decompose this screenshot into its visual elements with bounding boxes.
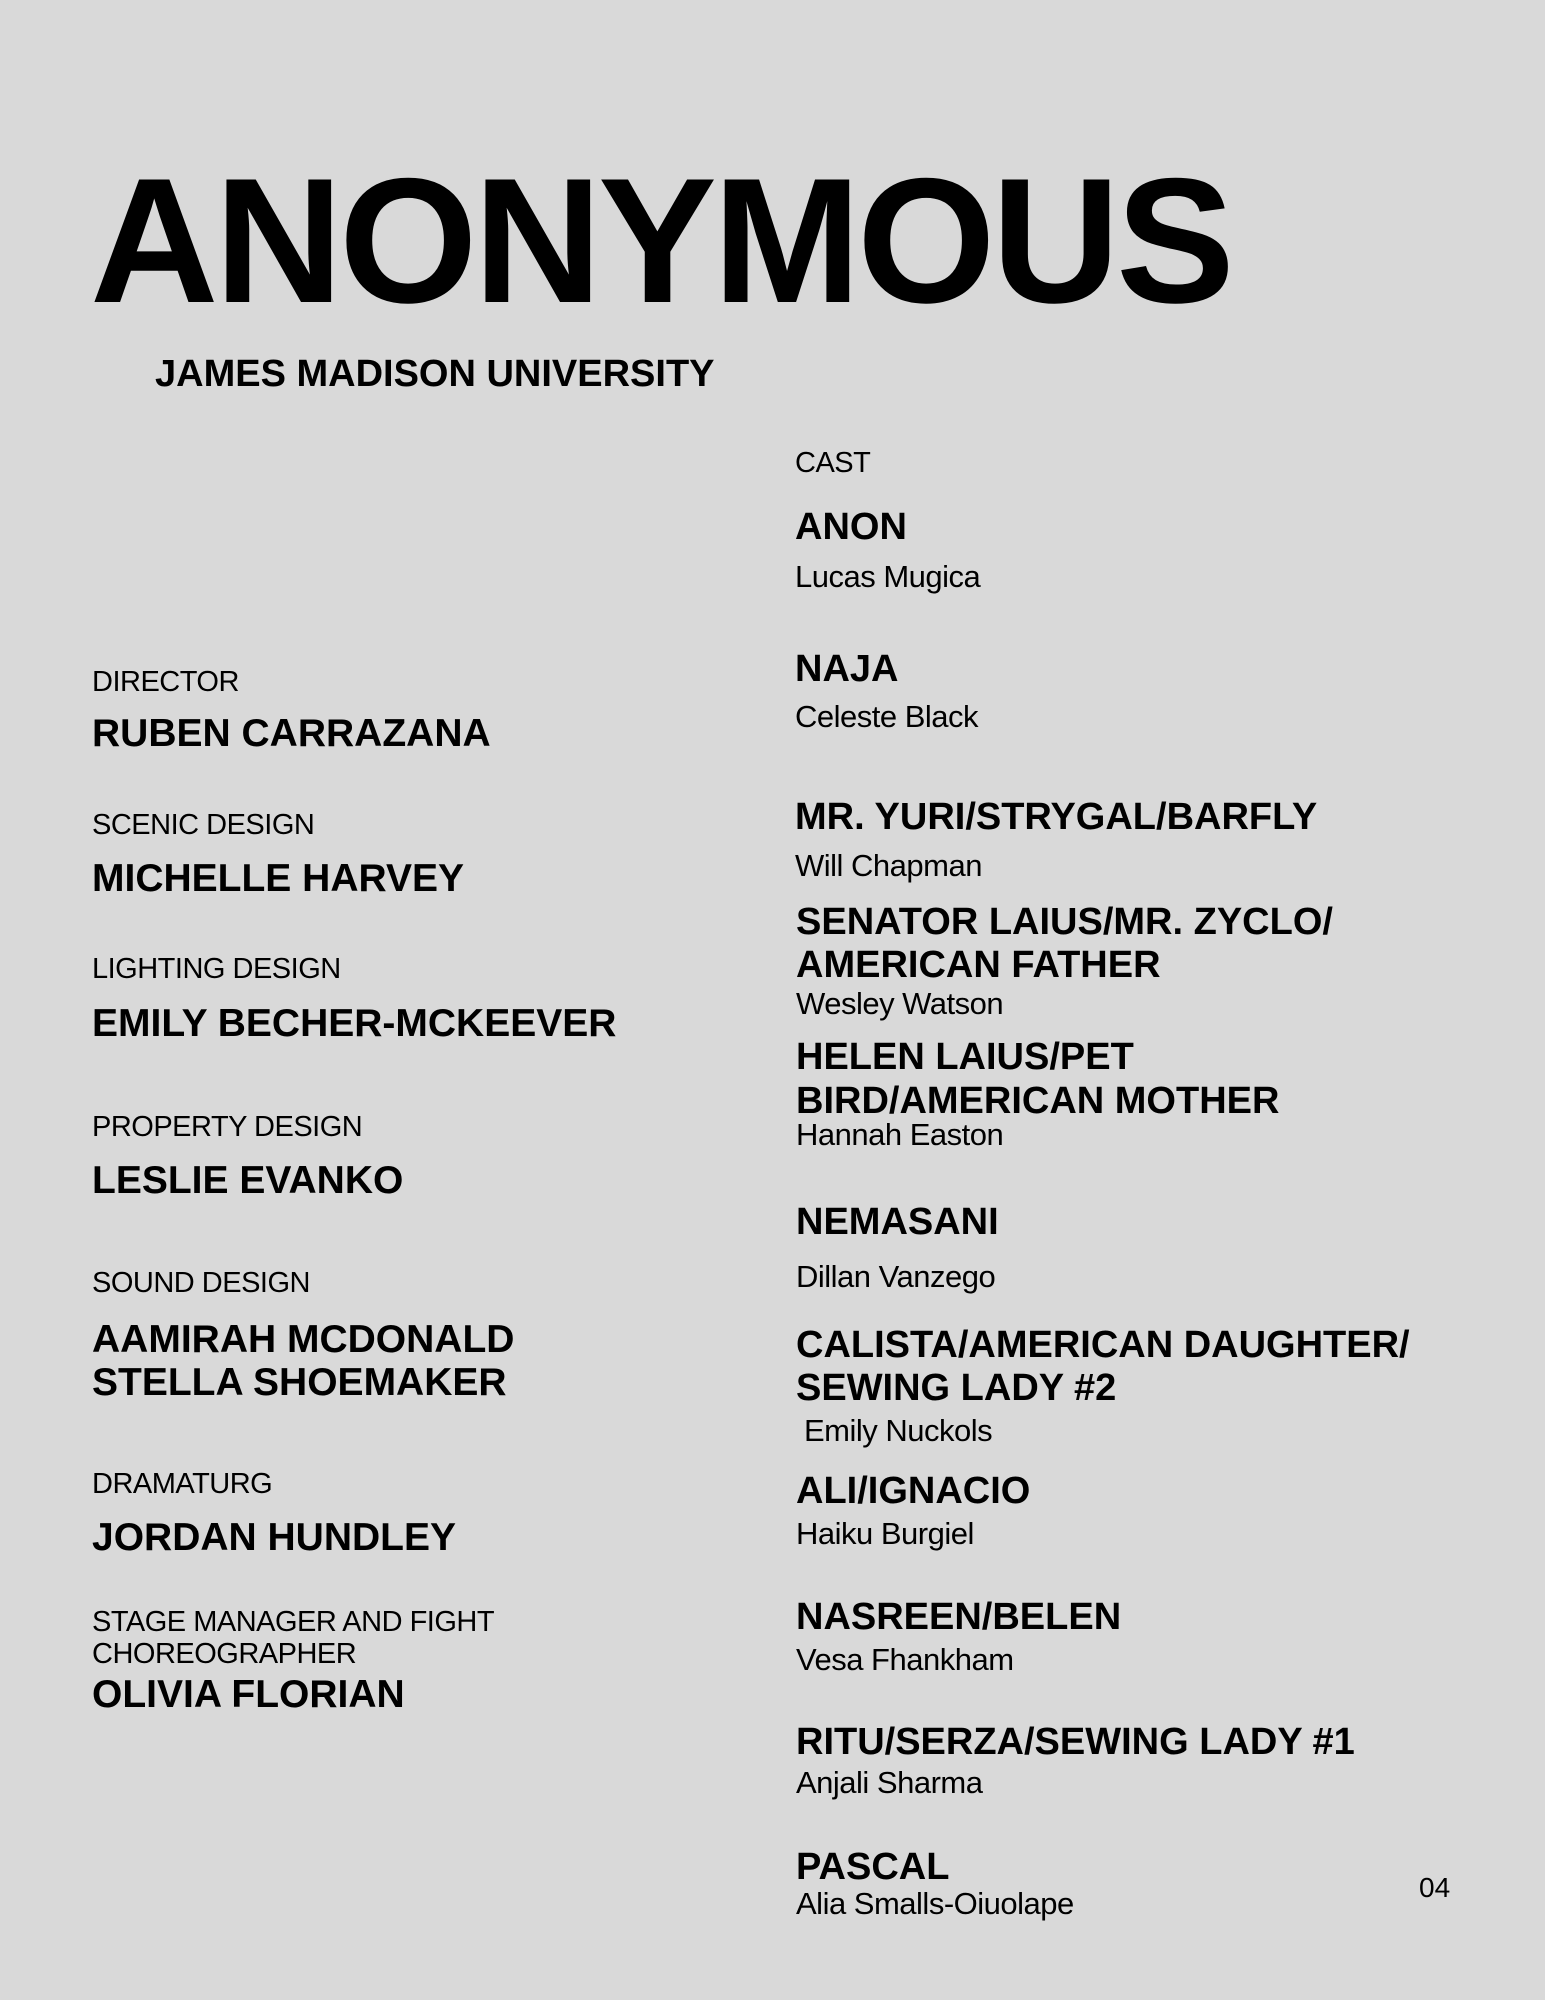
crew-name-sound-design-1: AAMIRAH MCDONALD — [92, 1318, 515, 1361]
cast-role: SENATOR LAIUS/MR. ZYCLO/ — [796, 901, 1333, 943]
crew-name-dramaturg: JORDAN HUNDLEY — [92, 1516, 457, 1559]
cast-role: ALI/IGNACIO — [796, 1470, 1031, 1512]
crew-label-lighting-design: LIGHTING DESIGN — [92, 953, 341, 985]
crew-name-sound-design-2: STELLA SHOEMAKER — [92, 1361, 507, 1404]
cast-heading: CAST — [795, 447, 871, 479]
cast-actor: Emily Nuckols — [804, 1413, 993, 1448]
cast-actor: Vesa Fhankham — [796, 1642, 1014, 1677]
cast-actor: Anjali Sharma — [796, 1765, 983, 1800]
crew-label-property-design: PROPERTY DESIGN — [92, 1111, 363, 1143]
cast-role: ANON — [795, 506, 907, 548]
cast-role: NAJA — [795, 648, 899, 690]
cast-role: NASREEN/BELEN — [796, 1596, 1122, 1638]
crew-name-scenic-design: MICHELLE HARVEY — [92, 857, 464, 900]
crew-name-lighting-design: EMILY BECHER-MCKEEVER — [92, 1002, 617, 1045]
cast-role-line-2: AMERICAN FATHER — [796, 944, 1161, 986]
page-title: ANONYMOUS — [90, 141, 1231, 340]
crew-name-property-design: LESLIE EVANKO — [92, 1159, 404, 1202]
cast-role: MR. YURI/STRYGAL/BARFLY — [795, 796, 1318, 838]
cast-role-line-2: SEWING LADY #2 — [796, 1367, 1117, 1409]
cast-actor: Wesley Watson — [796, 986, 1004, 1021]
crew-label-stage-manager: STAGE MANAGER AND FIGHT CHOREOGRAPHER — [92, 1606, 494, 1670]
cast-actor: Alia Smalls-Oiuolape — [796, 1886, 1074, 1921]
cast-role: CALISTA/AMERICAN DAUGHTER/ — [796, 1324, 1410, 1366]
crew-name-stage-manager: OLIVIA FLORIAN — [92, 1673, 405, 1716]
cast-role-line-2: BIRD/AMERICAN MOTHER — [796, 1080, 1280, 1122]
crew-label-sound-design: SOUND DESIGN — [92, 1267, 310, 1299]
cast-actor: Lucas Mugica — [795, 559, 981, 594]
cast-role: NEMASANI — [796, 1201, 999, 1243]
crew-name-director: RUBEN CARRAZANA — [92, 712, 491, 755]
cast-actor: Will Chapman — [795, 848, 982, 883]
cast-actor: Haiku Burgiel — [796, 1516, 974, 1551]
institution-name: JAMES MADISON UNIVERSITY — [155, 353, 715, 395]
cast-actor: Celeste Black — [795, 699, 979, 734]
cast-actor: Dillan Vanzego — [796, 1259, 996, 1294]
cast-actor: Hannah Easton — [796, 1117, 1004, 1152]
cast-role: RITU/SERZA/SEWING LADY #1 — [796, 1721, 1355, 1763]
crew-label-scenic-design: SCENIC DESIGN — [92, 809, 315, 841]
page-number: 04 — [1419, 1872, 1451, 1903]
cast-role: HELEN LAIUS/PET — [796, 1036, 1134, 1078]
cast-role: PASCAL — [796, 1846, 950, 1888]
crew-label-dramaturg: DRAMATURG — [92, 1468, 273, 1500]
crew-label-director: DIRECTOR — [92, 666, 239, 698]
